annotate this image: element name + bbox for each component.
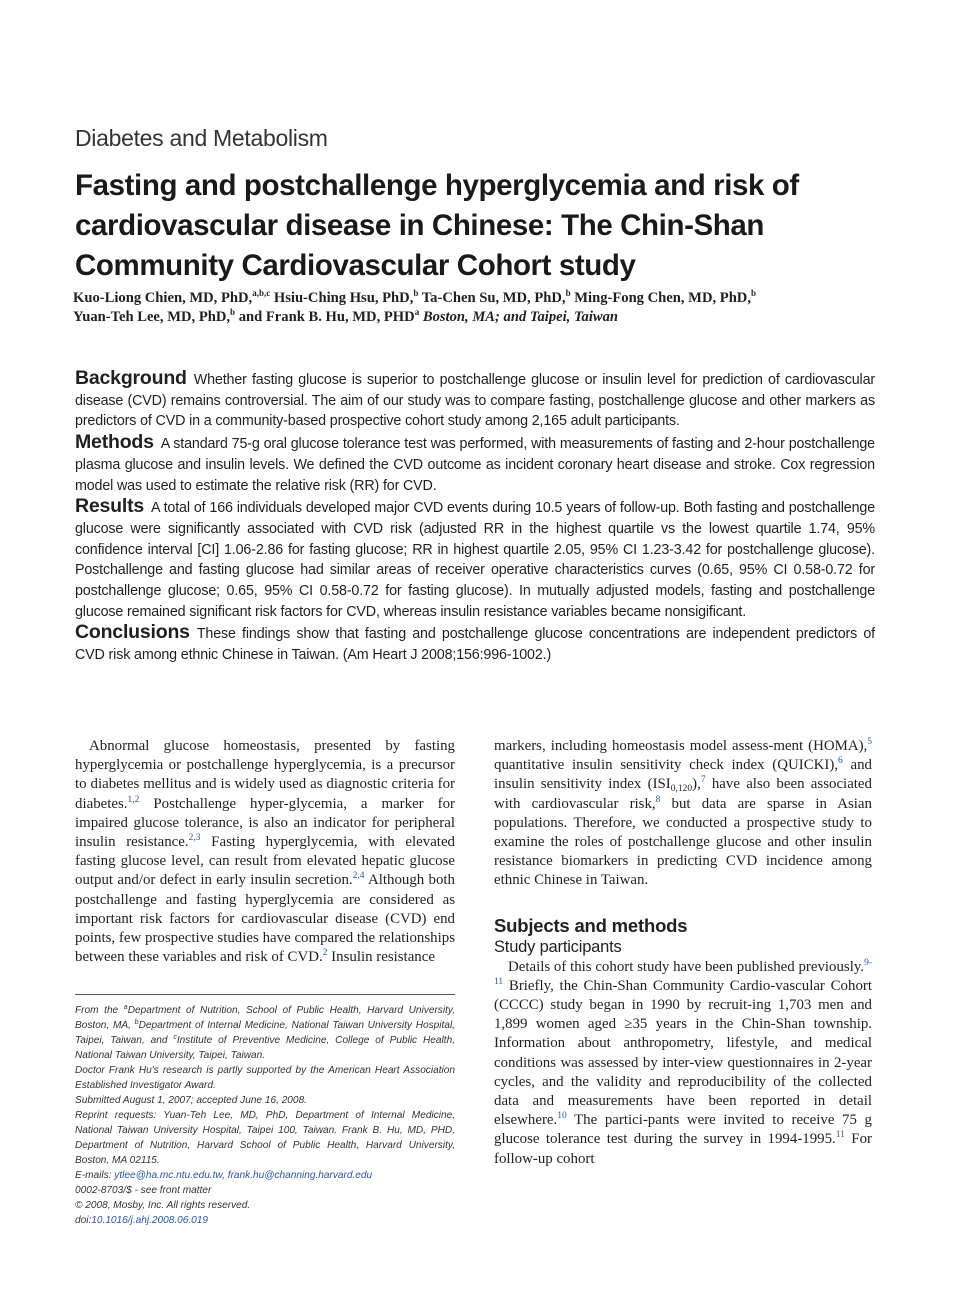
author-name: Yuan-Teh Lee, MD, PhD, [73,309,231,325]
abstract-heading: Results [75,495,145,518]
author-affiliation-mark: b [565,288,571,298]
affiliation-mark: b [134,1019,139,1026]
author-affiliation-mark: b [751,288,757,298]
abstract-conclusions [75,622,875,665]
intro-paragraph [75,737,455,967]
citation-link[interactable]: 9-11 [494,957,872,987]
body-text: Fasting hyperglycemia, with elevated fasting glucose level, can result from elevated hepatic glucose output and/or defect in early insulin secretion. [75,834,456,889]
footnote-funding: Doctor Frank Hu's research is partly supported by the American Heart Association Established Investigator Award. [75,1065,455,1091]
body-text: have also been associated with cardiovascular risk, [494,776,872,812]
footnotes [75,1003,455,1228]
abstract [75,368,875,666]
footnote-affiliations [75,1003,455,1063]
affiliation-mark: c [173,1034,177,1041]
body-text: For follow-up cohort [494,1131,872,1167]
footnote-text: From the [75,1005,124,1016]
abstract-text: A standard 75-g oral glucose tolerance test was performed, with measurements of fasting and 2-hour postchallenge plasma glucose and insulin levels. We defined the CVD outcome as incident coronary heart disease and stroke. Cox regression model was used to estimate the relative risk (RR) for CVD. [75,436,875,494]
citation-link[interactable]: 7 [700,775,706,786]
subscript: 0,120 [670,784,693,795]
body-text: Postchallenge hyper-glycemia, a marker for impaired glucose tolerance, is also an indicator for peripheral insulin resistance. [75,795,455,851]
citation-link[interactable]: 11 [835,1130,845,1141]
footnote-emails [75,1168,455,1183]
author-affiliation-mark: b [413,288,419,298]
citation-link[interactable]: 2,4 [352,871,365,882]
author-name: Ta-Chen Su, MD, PhD, [421,290,566,306]
body-column-left [75,737,455,967]
footnote-divider [75,994,455,995]
abstract-heading: Conclusions [75,621,190,644]
body-text: Abnormal glucose homeostasis, presented by fasting hyperglycemia or postchallenge hyperglycemia, is a precursor to diabetes mellitus and is widely used as diagnostic criteria for diabetes. [75,738,455,812]
citation-link[interactable]: 8 [655,794,661,805]
footnote-text: , [222,1170,228,1181]
subsection-heading: Study participants [494,937,622,956]
abstract-text: These findings show that fasting and postchallenge glucose concentrations are independent predictors of CVD risk among ethnic Chinese in Taiwan. (Am Heart J 2008;156:996-1002.) [75,626,875,664]
body-text: The partici-pants were invited to receive 75 g glucose tolerance test during the survey in 1994-1995. [494,1112,872,1148]
email-link[interactable]: frank.hu@channing.harvard.edu [227,1170,373,1181]
body-text: and insulin sensitivity index (ISI [494,757,872,793]
body-text: but data are sparse in Asian populations. Therefore, we conducted a prospective study to examine the roles of postchallenge glucose and other insulin resistance biomarkers in predicting CVD incidence among ethnic Chinese in Taiwan. [494,795,872,889]
citation-link[interactable]: 10 [557,1111,567,1122]
body-column-right [494,737,872,1169]
author-affiliation-mark: a,b,c [252,288,271,298]
author-list [73,289,893,327]
author-name: Hsiu-Ching Hsu, PhD, [273,290,414,306]
body-text: Although both postchallenge and fasting hyperglycemia are considered as important risk factors for cardiovascular disease (CVD) end points, few prospective studies have compared the relationships between these variables and risk of CVD. [75,872,456,966]
footnote-text: Department of Internal Medicine, National Taiwan University Hospital, Taipei, Taiwan, and [75,1020,455,1046]
citation-link[interactable]: 2 [322,948,328,959]
body-text: Briefly, the Chin-Shan Community Cardio-vascular Cohort (CCCC) study began in 1990 by recruit-ing 1,703 men and 1,899 women aged ≥35 years in the Chin-Shan township. Information about anthropometry, lifestyle, and medical conditions was assessed by inter-view questionnaires in 2-year cycles, and the validity and reproducibility of the collected data and measurements have been reported in detail elsewhere. [494,977,872,1129]
footnote-reprints: Reprint requests: Yuan-Teh Lee, MD, PhD, Department of Internal Medicine, National Taiwan University Hospital, Taipei 100, Taiwan. Frank B. Hu, MD, PHD, Department of Nutrition, Harvard School of Public Health, Harvard University, Boston, MA 02115. [75,1110,455,1166]
footnote-text: Institute of Preventive Medicine, College of Public Health, National Taiwan University, Taipei, Taiwan. [75,1035,455,1061]
footnote-issn: 0002-8703/$ - see front matter [75,1185,212,1196]
body-text: markers, including homeostasis model assess-ment (HOMA), [494,738,868,754]
footnote-text: doi: [75,1215,92,1226]
citation-link[interactable]: 6 [838,756,843,767]
abstract-methods [75,432,875,496]
body-text: Details of this cohort study have been published previously. [508,958,865,975]
email-link[interactable]: ytlee@ha.mc.ntu.edu.tw [114,1170,223,1181]
affiliation-mark: a [123,1004,128,1011]
citation-link[interactable]: 2,3 [188,833,201,844]
footnote-text: Department of Nutrition, School of Public Health, Harvard University, Boston, MA, [75,1005,455,1031]
body-text: quantitative insulin sensitivity check index (QUICKI), [494,757,839,774]
abstract-results [75,496,875,622]
author-location: Boston, MA; and Taipei, Taiwan [422,309,619,325]
abstract-heading: Background [75,367,187,389]
author-affiliation-mark: b [230,307,236,317]
author-name: Kuo-Liong Chien, MD, PhD, [73,290,253,306]
abstract-text: A total of 166 individuals developed major CVD events during 10.5 years of follow-up. Both fasting and postchallenge glucose were significantly associated with CVD risk (adjusted RR in the highest quartile vs the lowest quartile 1.74, 95% confidence interval [CI] 1.06-2.86 for fasting glucose; RR in highest quartile 2.05, 95% CI 1.23-3.42 for postchallenge glucose). Postchallenge and fasting glucose had similar areas of receiver operative characteristics curves (0.65, 95% CI 0.58-0.72 for postchallenge glucose; 0.65, 95% CI 0.58-0.72 for fasting glucose). In mutually adjusted models, fasting and postchallenge glucose remained significant risk factors for CVD, whereas insulin resistance variables became nonsigificant. [75,500,875,620]
section-heading: Subjects and methods [494,914,688,936]
doi-link[interactable]: 10.1016/j.ahj.2008.06.019 [91,1215,209,1226]
citation-link[interactable]: 1,2 [127,794,140,805]
footnote-text: E-mails: [75,1170,115,1181]
abstract-text: Whether fasting glucose is superior to postchallenge glucose or insulin level for prediction of cardiovascular disease (CVD) remains controversial. The aim of our study was to compare fasting, postchallenge glucose and other markers as predictors of CVD in a community-based prospective cohort study among 2,165 adult participants. [75,372,875,430]
abstract-background [75,368,875,432]
body-text: Insulin resistance [327,949,435,966]
author-affiliation-mark: a [414,307,420,317]
footnote-doi [75,1213,455,1228]
section-label: Diabetes and Metabolism [75,125,328,151]
methods-paragraph [494,958,872,1169]
footnote-dates: Submitted August 1, 2007; accepted June 16, 2008. [75,1095,307,1106]
author-name: and Frank B. Hu, MD, PHD [238,309,415,325]
intro-continuation [494,737,872,891]
abstract-heading: Methods [75,431,154,454]
author-name: Ming-Fong Chen, MD, PhD, [574,290,751,306]
footnote-copyright: © 2008, Mosby, Inc. All rights reserved. [75,1200,251,1211]
citation-link[interactable]: 5 [867,737,872,747]
article-title: Fasting and postchallenge hyperglycemia and risk of cardiovascular disease in Chinese: The Chin-Shan Community Cardiovascular Cohort study [75,169,799,282]
body-text: ), [692,776,701,793]
